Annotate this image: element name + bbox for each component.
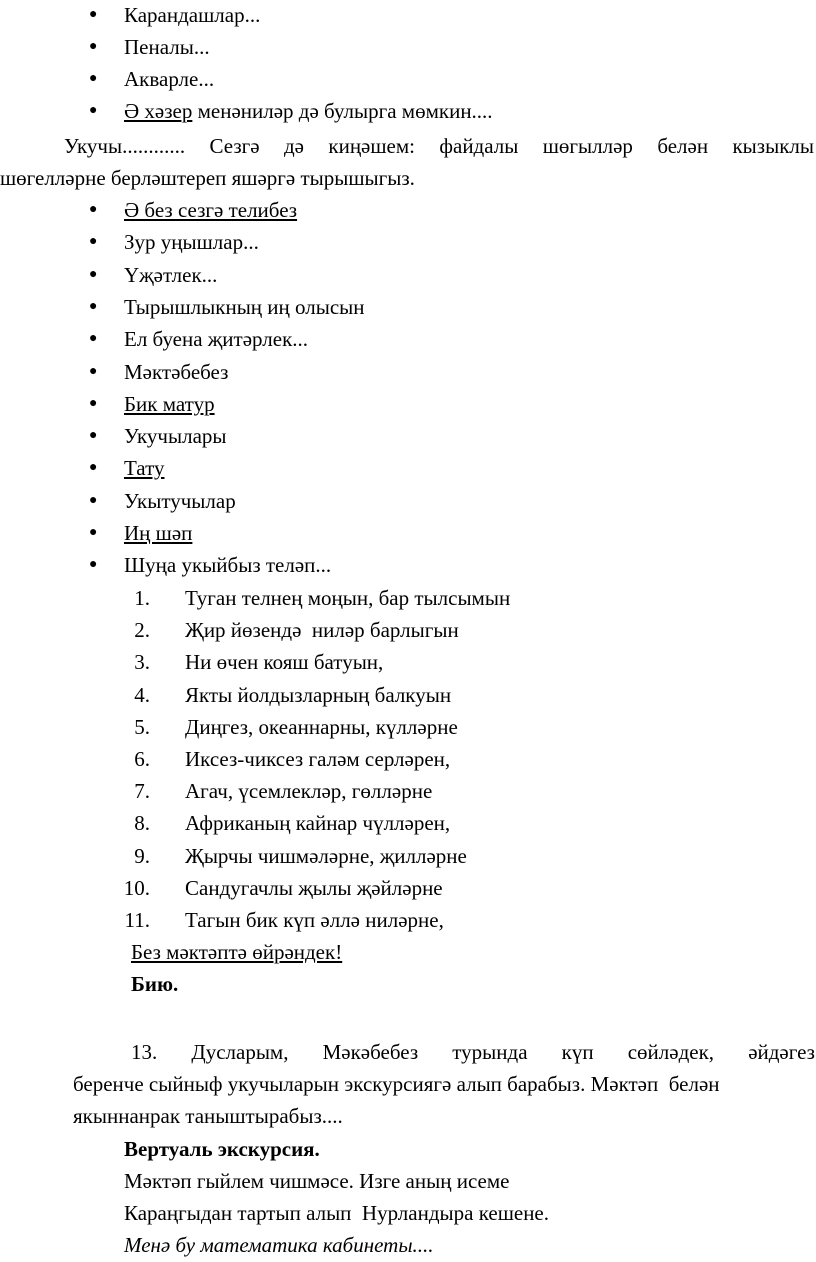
bullet-icon: ● [89, 103, 98, 118]
list-item-text: Ел буена җитәрлек... [124, 327, 309, 351]
list-item [0, 420, 816, 452]
item-number: 9. [134, 844, 150, 868]
bullet-icon: ● [89, 525, 98, 540]
item-number: 11. [124, 908, 150, 932]
list-item [0, 63, 816, 95]
item-number: 8. [134, 811, 150, 835]
list-item [0, 452, 816, 484]
paragraph-number: 13. [131, 1040, 158, 1064]
underlined-text: Ә хәзер [124, 99, 193, 123]
list-item-text: Тырышлыкның иң олысын [124, 295, 365, 319]
numbered-item [0, 743, 816, 775]
word: файдалы [439, 134, 519, 158]
bullet-icon: ● [89, 202, 98, 217]
list-item-text: Мәктәбебез [124, 360, 229, 384]
poem-line: Караңгыдан тартып алып Нурландыра кешене. [124, 1201, 550, 1225]
word: киңәшем: [328, 134, 415, 158]
item-text: Ни өчен кояш батуын, [185, 650, 384, 674]
item-number: 7. [134, 779, 150, 803]
item-number: 2. [134, 618, 150, 642]
list-item-text: Укучылары [124, 424, 227, 448]
word: күп [561, 1040, 594, 1064]
numbered-item [0, 872, 816, 904]
word: шөгылләр [542, 134, 633, 158]
item-text: Агач, үсемлекләр, гөлләрне [185, 779, 433, 803]
numbered-item [0, 614, 816, 646]
list-item-text [124, 95, 493, 127]
numbered-item [0, 840, 816, 872]
list-item-text: Иң шәп [124, 521, 193, 545]
numbered-item [0, 646, 816, 678]
list-item [0, 517, 816, 549]
item-number: 5. [134, 715, 150, 739]
word: дә [283, 134, 304, 158]
bullet-icon: ● [89, 299, 98, 314]
word: Сезгә [209, 134, 260, 158]
list-item [0, 356, 816, 388]
list-item-text: Акварле... [124, 67, 215, 91]
item-text: Сандугачлы җылы җәйләрне [185, 876, 443, 900]
item-text: Тагын бик күп әллә ниләрне, [185, 908, 444, 932]
item-text: Африканың кайнар чүлләрен, [185, 811, 451, 835]
bullet-icon: ● [89, 364, 98, 379]
numbered-item [0, 775, 816, 807]
bullet-icon: ● [89, 39, 98, 54]
list-item-text: Үҗәтлек... [124, 263, 218, 287]
bullet-icon: ● [89, 460, 98, 475]
bullet-icon: ● [89, 71, 98, 86]
numbered-item [0, 807, 816, 839]
list-item-text: Бик матур [124, 392, 215, 416]
dance-line: Бию. [131, 972, 179, 996]
numbered-item [0, 679, 816, 711]
closing-line: Без мәктәптә өйрәндек! [131, 940, 343, 964]
list-item [0, 388, 816, 420]
word: белән [657, 134, 709, 158]
section-title: Вертуаль экскурсия. [124, 1137, 320, 1161]
list-item [0, 485, 816, 517]
item-number: 3. [134, 650, 150, 674]
item-text: Җир йөзендә ниләр барлыгын [185, 618, 459, 642]
italic-line: Менә бу математика кабинеты.... [124, 1233, 434, 1257]
item-number: 4. [134, 683, 150, 707]
poem-line: Мәктәп гыйлем чишмәсе. Изге аның исеме [124, 1169, 510, 1193]
list-item-text: Укытучылар [124, 489, 236, 513]
word: Мәкәбебез [322, 1040, 419, 1064]
plain-text: менәниләр дә булырга мөмкин.... [192, 99, 493, 123]
paragraph-line [131, 1036, 815, 1068]
list-item [0, 259, 816, 291]
item-text: Иксез-чиксез галәм серләрен, [185, 747, 451, 771]
paragraph-line: беренче сыйныф укучыларын экскурсиягә алып барабыз. Мәктәп белән [73, 1072, 720, 1096]
item-text: Якты йолдызларның балкуын [185, 683, 452, 707]
paragraph-line: якыннанрак таныштырабыз.... [73, 1104, 343, 1128]
numbered-item [0, 582, 816, 614]
list-item [0, 31, 816, 63]
word: кызыклы [732, 134, 814, 158]
list-item-text: Зур уңышлар... [124, 230, 259, 254]
bullet-icon: ● [89, 7, 98, 22]
list-item [0, 0, 816, 31]
bullet-icon: ● [89, 331, 98, 346]
item-number: 6. [134, 747, 150, 771]
list-item [0, 226, 816, 258]
item-text: Диңгез, океаннарны, күлләрне [185, 715, 458, 739]
item-number: 10. [123, 876, 150, 900]
list-item [0, 549, 816, 581]
list-item-text: Тату [124, 456, 165, 480]
bullet-icon: ● [89, 267, 98, 282]
bullet-icon: ● [89, 396, 98, 411]
word: әйдәгез [748, 1040, 815, 1064]
list-item-text: Пеналы... [124, 35, 210, 59]
word: сөйләдек, [627, 1040, 715, 1064]
item-text: Туган телнең моңын, бар тылсымын [185, 586, 511, 610]
paragraph-line [64, 130, 814, 162]
list-item-text: Карандашлар... [124, 3, 261, 27]
numbered-item [0, 711, 816, 743]
list-item [0, 291, 816, 323]
bullet-icon: ● [89, 493, 98, 508]
word: турында [452, 1040, 528, 1064]
bullet-icon: ● [89, 428, 98, 443]
numbered-item [0, 904, 816, 936]
list-item [0, 95, 816, 127]
item-number: 1. [134, 586, 150, 610]
word: Дусларым, [191, 1040, 289, 1064]
list-item-text: Шуңа укыйбыз теләп... [124, 553, 332, 577]
bullet-icon: ● [89, 234, 98, 249]
bullet-icon: ● [89, 557, 98, 572]
paragraph-line: шөгелләрне берләштереп яшәргә тырышыгыз. [0, 166, 415, 190]
list-item [0, 194, 816, 226]
word: Укучы............ [64, 134, 186, 158]
list-item [0, 323, 816, 355]
list-item-text: Ә без сезгә телибез [124, 198, 298, 222]
item-text: Җырчы чишмәләрне, җилләрне [185, 844, 467, 868]
